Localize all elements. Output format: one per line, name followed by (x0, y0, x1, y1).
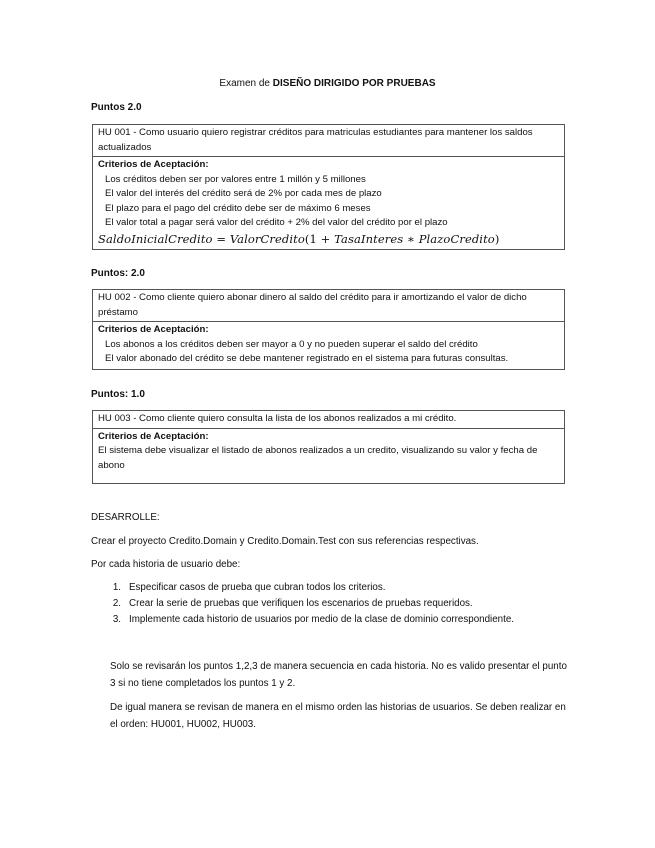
story-box-hu003 (92, 410, 565, 484)
list-item: 1. Especificar casos de prueba que cubran todos los criterios. (112, 582, 386, 593)
criteria-title: Criterios de Aceptación: (98, 430, 209, 442)
steps-list (91, 580, 514, 628)
criterion-item: El plazo para el pago del crédito debe ser de máximo 6 meses (105, 202, 371, 214)
points-label-hu002: Puntos: 2.0 (91, 268, 145, 279)
points-label-hu001: Puntos 2.0 (91, 102, 142, 113)
criteria-hu001 (93, 157, 564, 249)
criteria-text: El sistema debe visualizar el listado de abonos realizados a un credito, visualizando su valor y fecha de abono (98, 445, 538, 471)
story-text-hu002: HU 002 - Como cliente quiero abonar dinero al saldo del crédito para ir amortizando el valor de dicho préstamo (93, 290, 564, 322)
criteria-hu003 (93, 429, 564, 476)
criterion-item: El valor abonado del crédito se debe mantener registrado en el sistema para futuras consultas. (105, 353, 509, 364)
list-item: 2. Crear la serie de pruebas que verifiquen los escenarios de pruebas requeridos. (112, 598, 473, 609)
story-text-hu003: HU 003 - Como cliente quiero consulta la lista de los abonos realizados a mi crédito. (93, 411, 564, 429)
develop-line-per-story: Por cada historia de usuario debe: (91, 559, 241, 570)
criterion-item: Los abonos a los créditos deben ser mayor a 0 y no pueden superar el saldo del crédito (105, 338, 478, 350)
story-text-hu001: HU 001 - Como usuario quiero registrar créditos para matriculas estudiantes para mantener los saldos actualizados (93, 125, 564, 157)
formula: SaldoInicialCredito = ValorCredito(1 + TasaInteres ∗ PlazoCredito) (98, 231, 500, 246)
note-story-order: De igual manera se revisan de manera en el mismo orden las historias de usuarios. Se deben realizar en el orden: HU001, HU002, HU003. (110, 702, 566, 730)
criterion-item: El valor del interés del crédito será de 2% por cada mes de plazo (105, 188, 382, 199)
exam-title: Examen de DISEÑO DIRIGIDO POR PRUEBAS (219, 78, 436, 89)
criterion-item: Los créditos deben ser por valores entre 1 millón y 5 millones (105, 173, 366, 185)
criteria-hu002 (93, 322, 564, 369)
criterion-item: El valor total a pagar será valor del crédito + 2% del valor del crédito por el plazo (105, 217, 448, 228)
points-label-hu003: Puntos: 1.0 (91, 389, 145, 400)
criteria-title: Criterios de Aceptación: (98, 159, 209, 170)
note-review-order: Solo se revisarán los puntos 1,2,3 de manera secuencia en cada historia. No es valido presentar el punto 3 si no tiene completados los puntos 1 y 2. (110, 661, 567, 689)
story-box-hu001 (92, 124, 565, 250)
list-item: 3. Implemente cada historio de usuarios por medio de la clase de dominio correspondiente. (112, 614, 515, 625)
criteria-title: Criterios de Aceptación: (98, 324, 209, 335)
story-box-hu002 (92, 289, 565, 370)
develop-line-project: Crear el proyecto Credito.Domain y Credito.Domain.Test con sus referencias respectivas. (91, 536, 479, 547)
develop-heading: DESARROLLE: (91, 512, 160, 523)
